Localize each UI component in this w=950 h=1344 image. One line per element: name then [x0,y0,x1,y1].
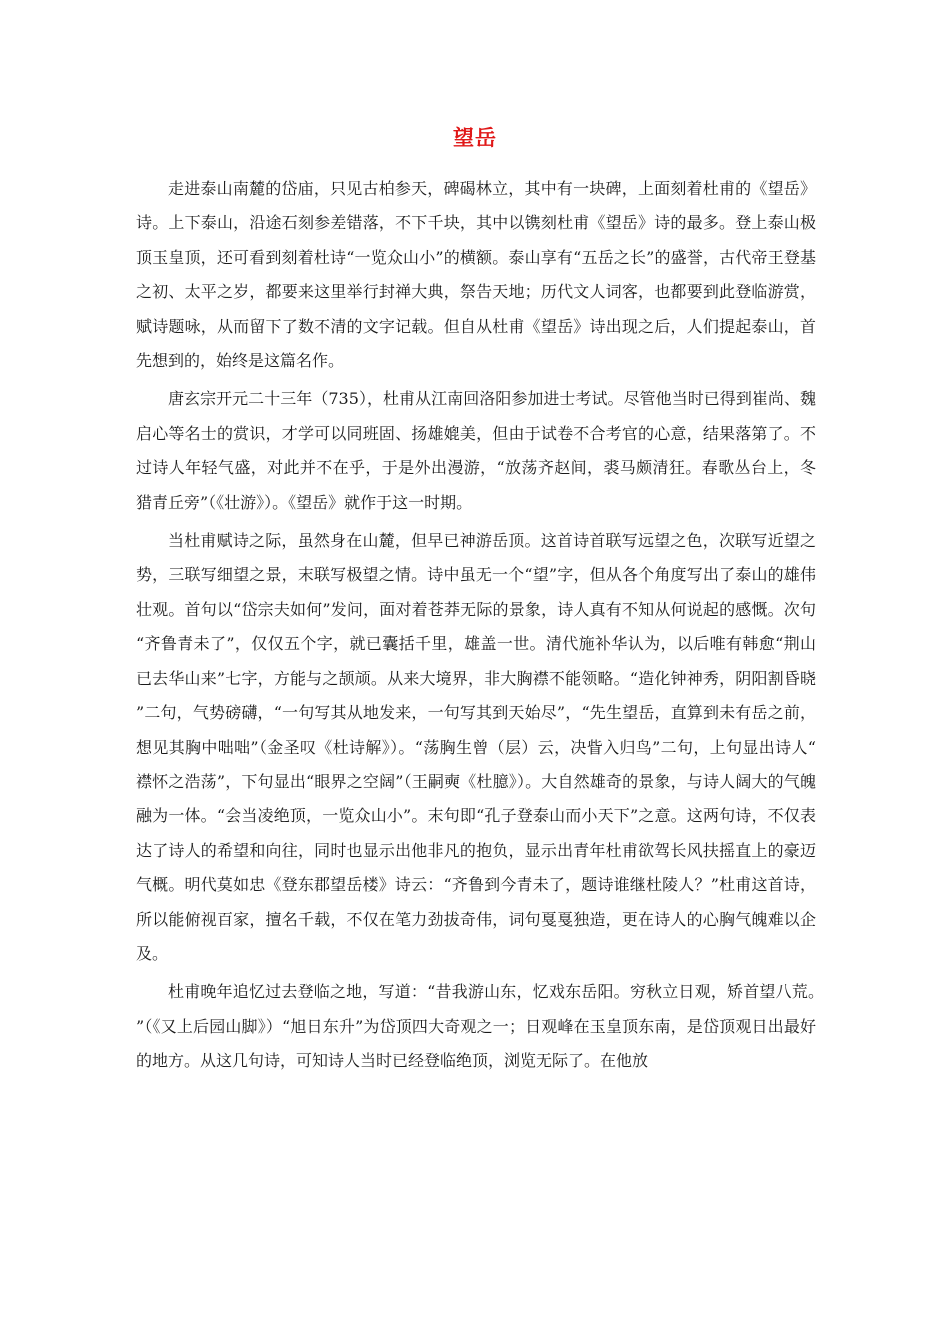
document-body [136,172,816,1083]
paragraph: 当杜甫赋诗之际，虽然身在山麓，但早已神游岳顶。这首诗首联写远望之色，次联写近望之势，三联写细望之景，末联写极望之情。诗中虽无一个“望”字，但从各个角度写出了泰山的雄伟壮观。首句以“岱宗夫如何”发问，面对着苍莽无际的景象，诗人真有不知从何说起的感慨。次句“齐鲁青未了”，仅仅五个字，就已囊括千里，雄盖一世。清代施补华认为，以后唯有韩愈“荆山已去华山来”七字，方能与之颉颃。从来大境界，非大胸襟不能领略。“造化钟神秀，阴阳割昏晓”二句，气势磅礴，“一句写其从地发来，一句写其到天始尽”，“先生望岳，直算到未有岳之前，想见其胸中咄咄”（金圣叹《杜诗解》）。“荡胸生曾（层）云，决眥入归鸟”二句，上句显出诗人“襟怀之浩荡”，下句显出“眼界之空阔”（王嗣奭《杜臆》）。大自然雄奇的景象，与诗人阔大的气魄融为一体。“会当凌绝顶，一览众山小”。末句即“孔子登泰山而小天下”之意。这两句诗，不仅表达了诗人的希望和向往，同时也显示出他非凡的抱负，显示出青年杜甫欲驾长风扶摇直上的豪迈气概。明代莫如忠《登东郡望岳楼》诗云：“齐鲁到今青未了，题诗谁继杜陵人？”杜甫这首诗，所以能俯视百家，擅名千载，不仅在笔力劲拔奇伟，词句戛戛独造，更在诗人的心胸气魄难以企及。 [136,531,816,963]
paragraph: 唐玄宗开元二十三年（735），杜甫从江南回洛阳参加进士考试。尽管他当时已得到崔尚、魏启心等名士的赏识，才学可以同班固、扬雄媲美，但由于试卷不合考官的心意，结果落第了。不过诗人年轻气盛，对此并不在乎，于是外出漫游，“放荡齐赵间，裘马颇清狂。春歌丛台上，冬猎青丘旁”（《壮游》）。《望岳》就作于这一时期。 [136,389,816,512]
document-title: 望岳 [453,125,497,150]
paragraph: 走进泰山南麓的岱庙，只见古柏参天，碑碣林立，其中有一块碑，上面刻着杜甫的《望岳》诗。上下泰山，沿途石刻参差错落，不下千块，其中以镌刻杜甫《望岳》诗的最多。登上泰山极顶玉皇顶，还可看到刻着杜诗“一览众山小”的横额。泰山享有“五岳之长”的盛誉，古代帝王登基之初、太平之岁，都要来这里举行封禅大典，祭告天地；历代文人词客，也都要到此登临游赏，赋诗题咏，从而留下了数不清的文字记载。但自从杜甫《望岳》诗出现之后，人们提起泰山，首先想到的，始终是这篇名作。 [136,179,816,371]
paragraph: 杜甫晚年追忆过去登临之地，写道：“昔我游山东，忆戏东岳阳。穷秋立日观，矫首望八荒。”（《又上后园山脚》）“旭日东升”为岱顶四大奇观之一；日观峰在玉皇顶东南，是岱顶观日出最好的地方。从这几句诗，可知诗人当时已经登临绝顶，浏览无际了。在他放 [136,982,816,1071]
